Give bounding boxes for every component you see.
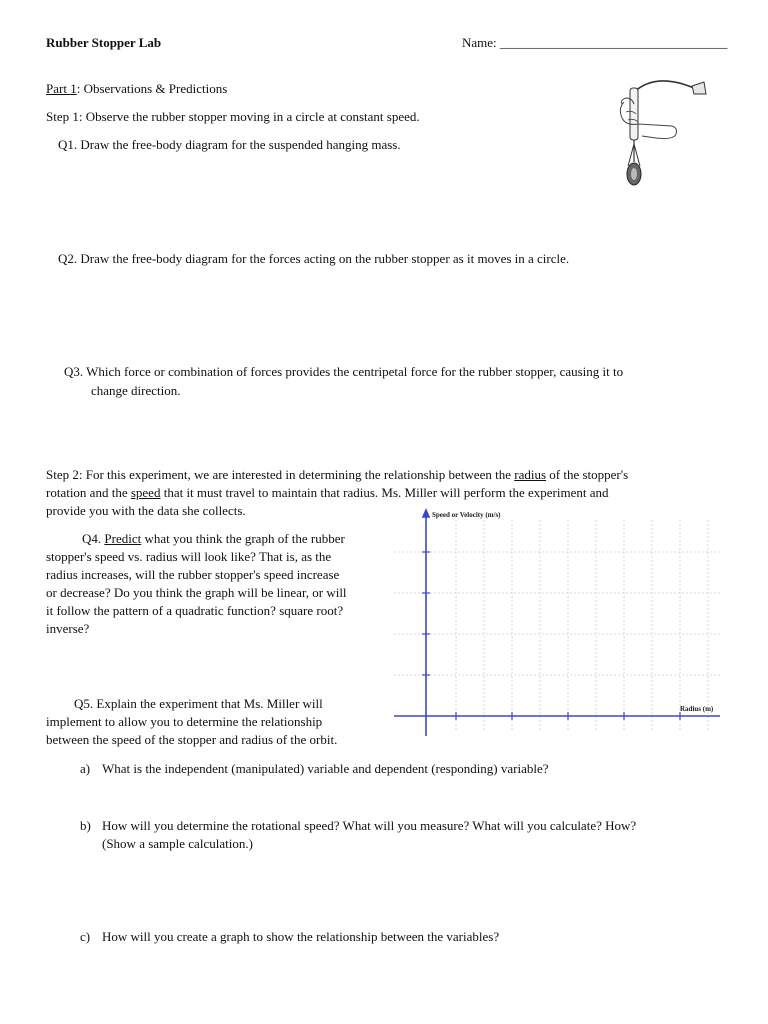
q4-line3: radius increases, will the rubber stopper's speed increase <box>46 567 340 582</box>
q4-line1-rest: what you think the graph of the rubber <box>141 531 345 546</box>
step2-line2-end: that it must travel to maintain that radius. Ms. Miller will perform the experiment and <box>160 485 609 500</box>
q4-line5: it follow the pattern of a quadratic function? square root? <box>46 603 344 618</box>
q4-line4: or decrease? Do you think the graph will be linear, or will <box>46 585 347 600</box>
q5a-marker: a) <box>80 761 91 776</box>
q5-line1: Q5. Explain the experiment that Ms. Miller will <box>74 696 323 711</box>
q4-line6: inverse? <box>46 621 90 636</box>
q1-text: Q1. Draw the free-body diagram for the suspended hanging mass. <box>58 137 401 152</box>
q5c-marker: c) <box>80 929 91 944</box>
hand-stopper-illustration <box>616 74 720 194</box>
graph-ticks <box>422 552 680 720</box>
radius-word: radius <box>514 467 547 482</box>
graph-grid <box>394 520 720 732</box>
q5a-text: What is the independent (manipulated) variable and dependent (responding) variable? <box>102 761 549 776</box>
y-axis-arrow <box>423 510 429 517</box>
step2-line1-start: Step 2: For this experiment, we are interested in determining the relationship between the <box>46 467 515 482</box>
step1-text: Step 1: Observe the rubber stopper moving in a circle at constant speed. <box>46 109 420 124</box>
q3-text-line2: change direction. <box>91 383 181 398</box>
q4-prefix: Q4. <box>82 531 105 546</box>
q5-line2: implement to allow you to determine the relationship <box>46 714 323 729</box>
q5b-marker: b) <box>80 818 91 833</box>
step2-line1-end: of the stopper's <box>546 467 629 482</box>
y-axis-label: Speed or Velocity (m/s) <box>432 511 501 519</box>
step2-line1 <box>46 466 628 484</box>
q3-text-line1: Q3. Which force or combination of forces provides the centripetal force for the rubber stopper, causing it to <box>64 364 624 379</box>
part1-title: : Observations & Predictions <box>76 81 228 96</box>
q4-line2: stopper's speed vs. radius will look like? That is, as the <box>46 549 332 564</box>
q4-line1 <box>82 530 345 548</box>
predict-word: Predict <box>104 531 142 546</box>
x-axis-label: Radius (m) <box>680 705 714 713</box>
name-field-label: Name: ___________________________________ <box>462 35 728 50</box>
part1-heading <box>46 80 227 98</box>
part1-label: Part 1 <box>46 81 77 96</box>
step2-line3: provide you with the data she collects. <box>46 503 246 518</box>
q5c-text: How will you create a graph to show the relationship between the variables? <box>102 929 500 944</box>
step2-line2 <box>46 484 609 502</box>
q5-line3: between the speed of the stopper and radius of the orbit. <box>46 732 338 747</box>
speed-word: speed <box>130 485 161 500</box>
graph-axes <box>394 510 720 736</box>
step2-line2-start: rotation and the <box>46 485 131 500</box>
q2-text: Q2. Draw the free-body diagram for the forces acting on the rubber stopper as it moves in a circle. <box>58 251 570 266</box>
worksheet-title: Rubber Stopper Lab <box>46 35 162 50</box>
q5b-line1: How will you determine the rotational speed? What will you measure? What will you calculate? How? <box>102 818 637 833</box>
speed-vs-radius-graph <box>394 506 724 740</box>
q5b-line2: (Show a sample calculation.) <box>102 836 253 851</box>
